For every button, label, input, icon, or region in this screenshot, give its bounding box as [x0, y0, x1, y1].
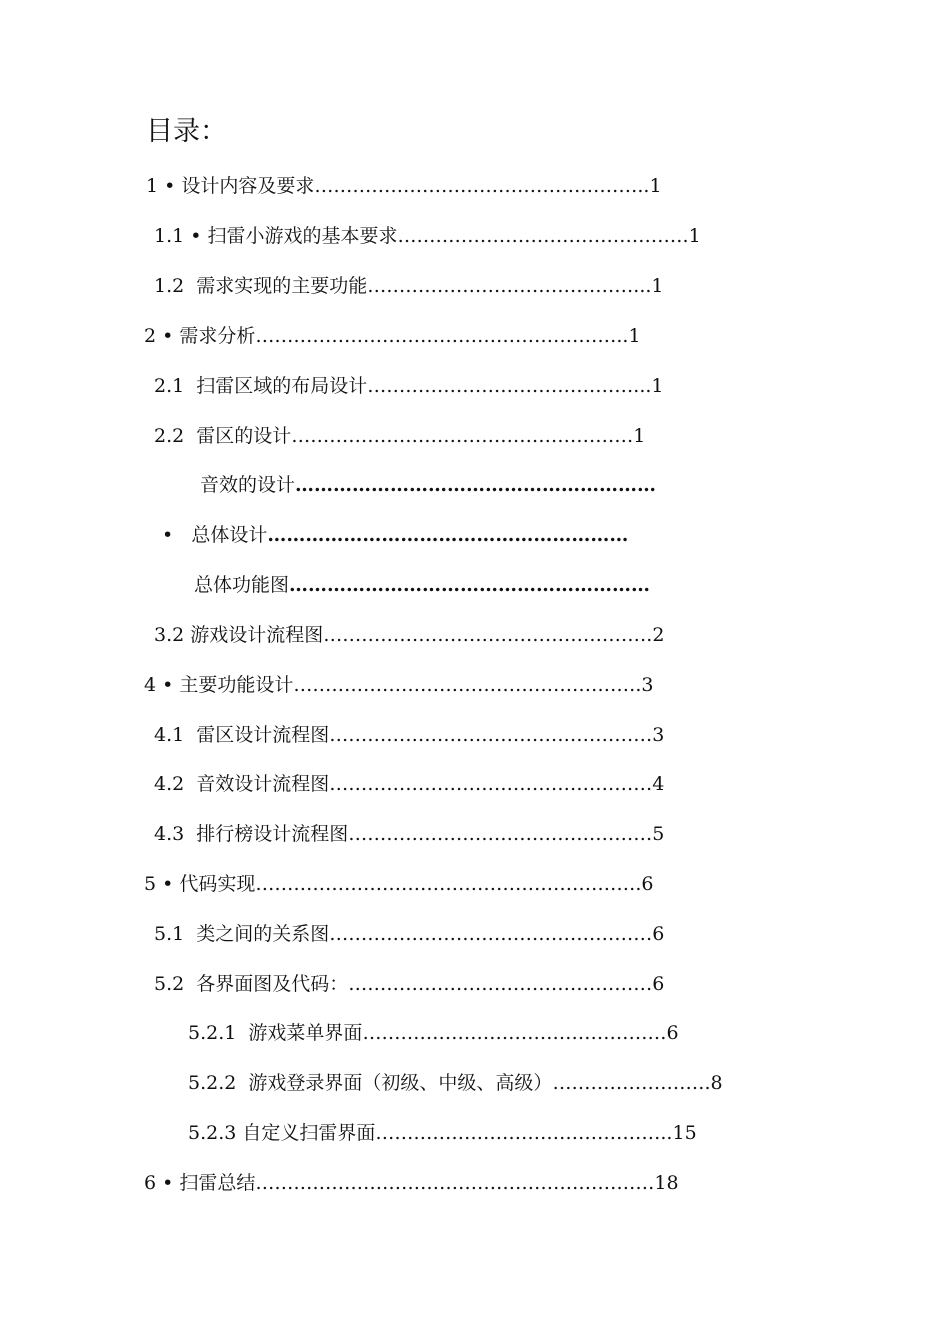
toc-entry-page: 4 [652, 773, 665, 795]
toc-entry[interactable] [188, 1017, 679, 1049]
toc-entry[interactable] [154, 818, 664, 850]
toc-entry[interactable] [194, 569, 650, 601]
toc-entry-label: 5.1 类之间的关系图 [154, 923, 330, 945]
toc-entry-page: 3 [652, 724, 665, 746]
toc-entry-page: 1 [633, 425, 646, 447]
toc-entry-dots: ……………………………………... [367, 275, 652, 297]
toc-entry-label: 6 • 扫雷总结 [144, 1172, 256, 1194]
toc-entry-dots: ……………………………………... [367, 375, 652, 397]
toc-entry-label: • 总体设计 [162, 524, 268, 546]
toc-entry-page: 5 [652, 823, 665, 845]
toc-entry-label: 5.2 各界面图及代码： [154, 973, 349, 995]
toc-entry-label: 1.2 需求实现的主要功能 [154, 275, 368, 297]
toc-entry-label: 2.1 扫雷区域的布局设计 [154, 375, 368, 397]
toc-entry-page: 15 [672, 1122, 697, 1144]
toc-entry[interactable] [154, 420, 645, 452]
toc-entry-dots: ……………………. [552, 1072, 711, 1094]
toc-entry-label: 1 • 设计内容及要求 [146, 175, 315, 197]
toc-entry[interactable] [154, 719, 664, 751]
toc-entry[interactable] [188, 1067, 723, 1099]
toc-entry-page: 6 [641, 873, 654, 895]
toc-entry-label: 4.3 排行榜设计流程图 [154, 823, 349, 845]
toc-entry[interactable] [146, 170, 662, 202]
toc-entry-label: 5 • 代码实现 [144, 873, 256, 895]
toc-entry[interactable] [154, 370, 664, 402]
toc-entry-dots: ………………………………………………… [289, 574, 651, 596]
toc-entry-dots: ………………………………………… [348, 973, 653, 995]
toc-entry-label: 5.2.1 游戏菜单界面 [188, 1022, 363, 1044]
toc-entry-dots: …………………………………………… [329, 923, 653, 945]
toc-entry-page: 3 [641, 674, 654, 696]
toc-entry[interactable] [144, 1167, 679, 1199]
toc-entry-dots: ………………………………………………. [293, 674, 642, 696]
toc-entry-page: 18 [654, 1172, 679, 1194]
toc-entry[interactable] [200, 469, 656, 501]
toc-entry-label: 音效的设计 [200, 474, 296, 496]
toc-entry-dots: …………………………………………… [329, 773, 653, 795]
toc-entry[interactable] [162, 519, 628, 551]
toc-entry[interactable] [144, 320, 641, 352]
toc-entry-label: 2.2 雷区的设计 [154, 425, 292, 447]
toc-entry-page: 6 [652, 923, 665, 945]
toc-entry[interactable] [188, 1117, 697, 1149]
toc-entry-dots: …………………………………………….. [314, 175, 650, 197]
toc-entry[interactable] [154, 220, 701, 252]
toc-entry-dots: ………………………………………………… [295, 474, 657, 496]
toc-entry-page: 8 [710, 1072, 723, 1094]
toc-entry[interactable] [144, 669, 654, 701]
toc-entry-label: 3.2 游戏设计流程图 [154, 624, 324, 646]
toc-entry-label: 5.2.3 自定义扫雷界面 [188, 1122, 376, 1144]
toc-entry-dots: ………………………………………… [362, 1022, 667, 1044]
toc-entry-page: 1 [649, 175, 662, 197]
toc-entry-page: 1 [651, 275, 664, 297]
toc-entry[interactable] [154, 619, 664, 651]
toc-entry[interactable] [154, 768, 664, 800]
toc-entry-page: 6 [666, 1022, 679, 1044]
toc-entry-dots: ……………………………………………………. [255, 873, 642, 895]
toc-entry-dots: …………………………………………… [329, 724, 653, 746]
toc-entry[interactable] [154, 270, 664, 302]
toc-entry-dots: ………………………………………. [397, 225, 689, 247]
toc-entry-page: 1 [651, 375, 664, 397]
toc-entry[interactable] [154, 918, 664, 950]
toc-entry[interactable] [154, 968, 664, 1000]
toc-entry-dots: ………………………………………………… [267, 524, 629, 546]
toc-entry-page: 6 [652, 973, 665, 995]
toc-entry-dots: ……………………………………….. [375, 1122, 673, 1144]
toc-entry-label: 4.1 雷区设计流程图 [154, 724, 330, 746]
toc-entry-label: 2 • 需求分析 [144, 325, 256, 347]
toc-entry-label: 总体功能图 [194, 574, 290, 596]
toc-entry-label: 5.2.2 游戏登录界面（初级、中级、高级） [188, 1072, 553, 1094]
toc-entry-page: 1 [628, 325, 641, 347]
toc-title: 目录： [146, 116, 227, 147]
toc-entry-label: 4 • 主要功能设计 [144, 674, 294, 696]
toc-entry-dots: ………………………………………………….. [255, 325, 629, 347]
toc-entry-page: 1 [688, 225, 701, 247]
toc-entry-label: 1.1 • 扫雷小游戏的基本要求 [154, 225, 398, 247]
toc-entry-dots: ……………………………………………. [323, 624, 653, 646]
toc-entry-label: 4.2 音效设计流程图 [154, 773, 330, 795]
toc-entry-page: 2 [652, 624, 665, 646]
toc-entry-dots: ……………………………………………… [291, 425, 634, 447]
toc-entry[interactable] [144, 868, 654, 900]
toc-entry-dots: ………………………………………… [348, 823, 653, 845]
toc-entry-dots: ……………………………………………………… [255, 1172, 655, 1194]
